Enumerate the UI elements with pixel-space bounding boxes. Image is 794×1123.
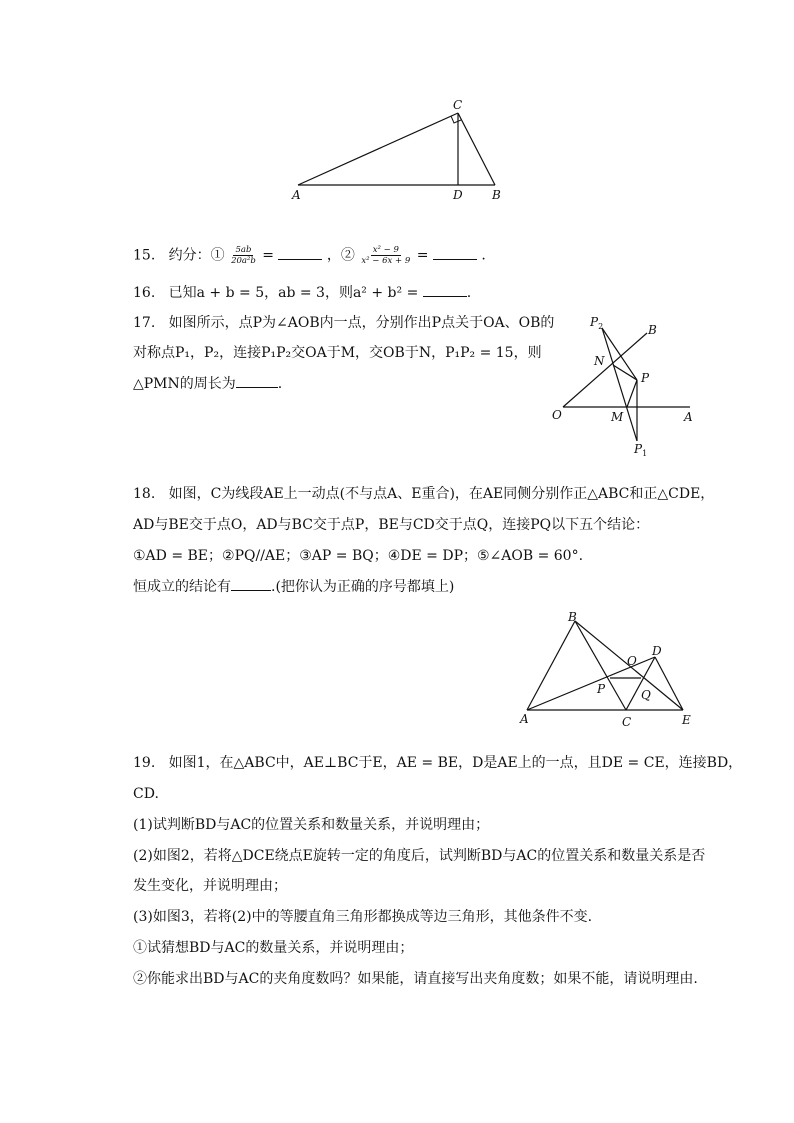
q15-answer-blank-2[interactable] (433, 247, 477, 260)
label-p1: $P_1$ (634, 442, 648, 458)
q19-number: 19. (133, 755, 156, 771)
q15-answer-blank-1[interactable] (278, 247, 322, 260)
label-b: B (648, 323, 657, 337)
label-a: A (292, 188, 301, 202)
label-o: O (552, 408, 562, 422)
label-p2: $P_2$ (590, 315, 604, 331)
q18-line-3-text: ①AD = BE；②PQ//AE；③AP = BQ；④DE = DP；⑤∠AOB = 60°. (133, 548, 584, 564)
q19-line-5-text: 发生变化，并说明理由； (133, 878, 287, 894)
q19-line-1-text: 如图1，在△ABC中，AE⊥BC于E，AE = BE，D是AE上的一点，且DE = CE，连接BD， (168, 755, 743, 771)
q16-answer-blank[interactable] (423, 284, 467, 297)
q17-number: 17. (133, 315, 156, 331)
q15-separator: ，② (326, 247, 355, 264)
q19-line-3-text: (1)试判断BD与AC的位置关系和数量关系，并说明理由； (133, 817, 490, 833)
question-18-line-3 (133, 546, 583, 566)
q15-number: 15. (133, 247, 156, 264)
label-b: B (492, 188, 501, 202)
segment-p-p2 (602, 328, 637, 380)
q15-frac2-denominator: x² − 6x + 9 (361, 256, 411, 266)
q16-end: . (466, 285, 472, 301)
question-17-line-2 (133, 343, 542, 363)
q19-line-6-text: (3)如图3，若将(2)中的等腰直角三角形都换成等边三角形，其他条件不变. (133, 909, 593, 925)
q16-text: 已知a + b = 5，ab = 3，则a² + b² = (168, 285, 423, 301)
segment-p2-p1 (602, 328, 637, 441)
segment-p-m (627, 380, 637, 407)
question-19-line-4 (133, 846, 705, 866)
segment-cb (458, 113, 495, 185)
q15-lead: 约分：① (168, 247, 225, 264)
q15-frac1-denominator: 20a²b (231, 256, 256, 266)
q15-fraction-1 (229, 245, 258, 266)
q18-line-2-text: AD与BE交于点O，AD与BC交于点P，BE与CD交于点Q，连接PQ以下五个结论： (133, 517, 650, 533)
question-18-line-1 (133, 484, 714, 504)
q15-equals-2: = (416, 247, 429, 264)
q19-line-7-text: ①试猜想BD与AC的数量关系，并说明理由； (133, 940, 414, 956)
q18-line-1-text: 如图，C为线段AE上一动点(不与点A、E重合)，在AE同侧分别作正△ABC和正△CDE， (168, 486, 715, 502)
question-18-line-2 (133, 515, 649, 535)
q15-fraction-2 (359, 245, 412, 266)
question-19-line-7 (133, 938, 413, 958)
q16-number: 16. (133, 285, 156, 301)
question-19-line-1 (133, 753, 742, 773)
q15-end: . (481, 247, 486, 264)
q19-line-8-text: ②你能求出BD与AC的夹角度数吗？如果能，请直接写出夹角度数；如果不能，请说明理由. (133, 971, 698, 987)
label-m: M (611, 410, 624, 424)
question-19-line-5 (133, 876, 287, 896)
label-o: O (627, 654, 637, 668)
question-18-line-4 (133, 577, 454, 597)
figure-triangle-abc-altitude (285, 95, 515, 207)
q19-line-2-text: CD. (133, 786, 159, 802)
segment-ac (298, 113, 458, 185)
label-n: N (594, 354, 605, 368)
q19-line-4-text: (2)如图2，若将△DCE绕点E旋转一定的角度后，试判断BD与AC的位置关系和数量关系是否 (133, 848, 706, 864)
question-15 (133, 245, 486, 266)
segment-p-n (613, 365, 637, 380)
label-d: D (652, 644, 662, 658)
q18-line-4-text-a: 恒成立的结论有 (133, 579, 231, 595)
label-a: A (520, 712, 529, 726)
q17-answer-blank[interactable] (236, 375, 278, 388)
figure-q17-reflections (545, 313, 705, 463)
q17-line-1-text: 如图所示，点P为∠AOB内一点，分别作出P点关于OA、OB的 (168, 315, 555, 331)
label-q: Q (641, 688, 651, 702)
q17-line-3-text: △PMN的周长为 (133, 376, 236, 392)
q15-frac2-numerator: x² − 9 (372, 245, 399, 255)
label-c: C (622, 715, 632, 729)
label-p: P (597, 682, 606, 696)
ray-ob (563, 333, 647, 407)
label-c: C (453, 98, 463, 112)
label-a: A (684, 410, 693, 424)
q17-line-2-text: 对称点P₁，P₂，连接P₁P₂交OA于M，交OB于N，P₁P₂ = 15，则 (133, 345, 542, 361)
label-e: E (682, 713, 691, 727)
label-d: D (453, 188, 463, 202)
label-p: P (641, 371, 650, 385)
question-19-line-8 (133, 969, 698, 989)
question-19-line-3 (133, 815, 489, 835)
label-b: B (568, 610, 577, 624)
figure-q18-equilateral-triangles (515, 607, 700, 732)
q18-line-4-text-b: .(把你认为正确的序号都填上) (271, 579, 455, 595)
q15-frac1-numerator: 5ab (235, 245, 252, 255)
q15-equals-1: = (262, 247, 274, 264)
question-17-line-3 (133, 374, 282, 394)
q17-end: . (277, 376, 283, 392)
question-16 (133, 283, 471, 303)
question-17-line-1 (133, 313, 554, 333)
q18-number: 18. (133, 486, 156, 502)
q18-answer-blank[interactable] (231, 578, 271, 591)
question-19-line-2 (133, 784, 159, 804)
question-19-line-6 (133, 907, 592, 927)
segment-de (655, 657, 683, 710)
segment-ab (527, 621, 575, 710)
segment-bc (575, 621, 626, 710)
